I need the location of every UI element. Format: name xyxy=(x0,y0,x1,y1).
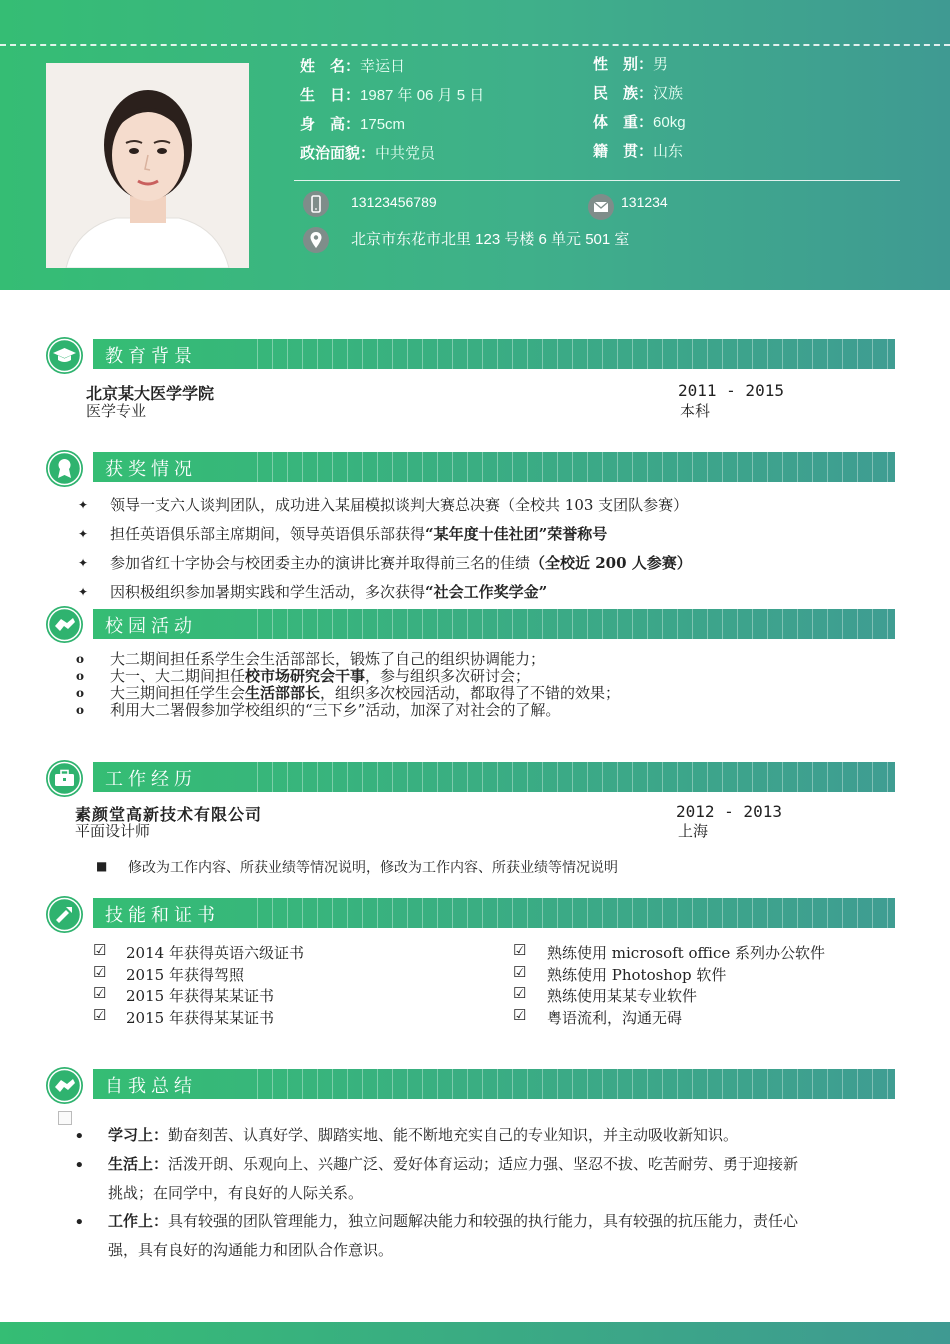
summary-life-cont: 挑战；在同学中，有良好的人际关系。 xyxy=(108,1184,364,1202)
image-placeholder-icon xyxy=(58,1111,72,1125)
ethnicity-label: 民 族： xyxy=(593,85,654,102)
circle-bullet-icon: o xyxy=(76,703,85,717)
weight-label: 体 重： xyxy=(593,114,654,131)
skill-item: 2015 年获得某某证书 xyxy=(126,1008,274,1027)
phone-icon xyxy=(303,191,329,217)
info-origin xyxy=(593,140,683,161)
handshake-icon xyxy=(46,606,83,643)
address-value: 北京市东花市北里 123 号楼 6 单元 501 室 xyxy=(351,231,630,248)
award-bullet-icon: ✦ xyxy=(78,527,89,541)
checkbox-icon: ☑ xyxy=(93,941,107,959)
section-header-skills xyxy=(93,898,895,928)
award-item: 领导一支六人谈判团队，成功进入某届模拟谈判大赛总决赛（全校共 103 支团队参赛） xyxy=(110,496,689,514)
graduation-cap-icon xyxy=(46,337,83,374)
summary-life: 生活上：活泼开朗、乐观向上、兴趣广泛、爱好体育运动；适应力强、坚忍不拔、吃苦耐劳、勇于迎接新 xyxy=(108,1155,799,1173)
section-title-work: 工作经历 xyxy=(105,769,197,790)
campus-item: 大二期间担任系学生会生活部部长，锻炼了自己的组织协调能力； xyxy=(110,650,546,668)
name-label: 姓 名： xyxy=(300,58,361,75)
politics-label: 政治面貌： xyxy=(300,145,376,162)
circle-bullet-icon: o xyxy=(76,652,85,666)
skill-item: 熟练使用 Photoshop 软件 xyxy=(547,965,727,984)
info-height xyxy=(300,113,405,134)
skill-item: 2014 年获得英语六级证书 xyxy=(126,944,304,962)
info-politics xyxy=(300,142,435,163)
medal-icon xyxy=(46,450,83,487)
gender-value: 男 xyxy=(653,56,669,73)
info-name xyxy=(300,55,405,76)
award-bullet-icon: ✦ xyxy=(78,556,89,570)
section-header-work xyxy=(93,762,895,792)
school-name: 北京某大医学学院 xyxy=(86,384,215,403)
profile-photo xyxy=(46,63,249,268)
circle-bullet-icon: o xyxy=(76,669,85,683)
checkbox-icon: ☑ xyxy=(93,962,107,981)
major: 医学专业 xyxy=(86,402,147,420)
work-description: 修改为工作内容、所获业绩等情况说明，修改为工作内容、所获业绩等情况说明 xyxy=(128,860,618,876)
section-title-summary: 自我总结 xyxy=(105,1076,197,1097)
name-value: 幸运日 xyxy=(360,58,406,75)
info-ethnicity xyxy=(593,82,683,103)
section-title-skills: 技能和证书 xyxy=(105,905,220,926)
summary-work-cont: 强，具有良好的沟通能力和团队合作意识。 xyxy=(108,1241,394,1259)
origin-label: 籍 贯： xyxy=(593,143,654,160)
birth-value: 1987 年 06 月 5 日 xyxy=(360,87,485,104)
info-birth xyxy=(300,84,484,105)
checkbox-icon: ☑ xyxy=(93,984,107,1002)
square-bullet-icon: ■ xyxy=(96,859,108,873)
section-header-campus xyxy=(93,609,895,639)
info-weight xyxy=(593,111,686,132)
checkbox-icon: ☑ xyxy=(93,1005,107,1024)
header-band xyxy=(0,0,950,290)
briefcase-icon xyxy=(46,760,83,797)
email-value[interactable]: 131234 xyxy=(621,194,668,210)
summary-work: 工作上：具有较强的团队管理能力，独立问题解决能力和较强的执行能力，具有较强的抗压能力，责任心 xyxy=(108,1212,799,1230)
footer-band xyxy=(0,1322,950,1344)
award-bullet-icon: ✦ xyxy=(78,585,89,599)
section-title-awards: 获奖情况 xyxy=(105,459,197,480)
skill-item: 2015 年获得驾照 xyxy=(126,965,244,984)
handshake-icon xyxy=(46,1067,83,1104)
birth-label: 生 日： xyxy=(300,87,361,104)
politics-value: 中共党员 xyxy=(375,145,436,162)
dashed-divider xyxy=(0,44,950,46)
skill-item: 熟练使用某某专业软件 xyxy=(547,987,698,1005)
checkbox-icon: ☑ xyxy=(513,941,527,959)
tools-icon xyxy=(46,896,83,933)
location-icon xyxy=(303,227,329,253)
checkbox-icon: ☑ xyxy=(513,962,527,981)
company-name: 素颜堂高新技术有限公司 xyxy=(75,805,263,824)
info-divider xyxy=(294,180,900,181)
campus-item: 大三期间担任学生会生活部部长，组织多次校园活动，都取得了不错的效果； xyxy=(110,684,621,702)
work-years: 2012 - 2013 xyxy=(676,802,782,821)
skill-item: 粤语流利，沟通无碍 xyxy=(547,1008,683,1027)
campus-item: 利用大二署假参加学校组织的“三下乡”活动，加深了对社会的了解。 xyxy=(110,701,561,719)
education-years: 2011 - 2015 xyxy=(678,381,784,400)
phone-number[interactable]: 13123456789 xyxy=(351,194,437,210)
checkbox-icon: ☑ xyxy=(513,984,527,1002)
origin-value: 山东 xyxy=(653,143,684,160)
section-title-campus: 校园活动 xyxy=(105,616,197,637)
award-item: 担任英语俱乐部主席期间，领导英语俱乐部获得“某年度十佳社团”荣誉称号 xyxy=(110,525,608,543)
checkbox-icon: ☑ xyxy=(513,1005,527,1024)
skill-item: 熟练使用 microsoft office 系列办公软件 xyxy=(547,944,825,962)
info-gender xyxy=(593,53,668,74)
campus-item: 大一、大二期间担任校市场研究会干事，参与组织多次研讨会； xyxy=(110,667,531,685)
section-header-education xyxy=(93,339,895,369)
dot-bullet-icon: • xyxy=(74,1126,85,1147)
section-title-education: 教育背景 xyxy=(105,346,197,367)
job-position: 平面设计师 xyxy=(75,822,151,840)
dot-bullet-icon: • xyxy=(74,1155,85,1176)
section-header-awards xyxy=(93,452,895,482)
degree: 本科 xyxy=(680,402,711,420)
portrait-image xyxy=(46,63,249,268)
weight-value: 60kg xyxy=(653,114,686,131)
award-item: 因积极组织参加暑期实践和学生活动，多次获得“社会工作奖学金” xyxy=(110,583,548,601)
height-value: 175cm xyxy=(360,116,406,133)
section-header-summary xyxy=(93,1069,895,1099)
summary-study: 学习上：勤奋刻苦、认真好学、脚踏实地、能不断地充实自己的专业知识，并主动吸收新知识。 xyxy=(108,1126,739,1144)
height-label: 身 高： xyxy=(300,116,361,133)
skill-item: 2015 年获得某某证书 xyxy=(126,987,274,1005)
award-bullet-icon: ✦ xyxy=(78,498,89,512)
dot-bullet-icon: • xyxy=(74,1212,85,1233)
award-item: 参加省红十字协会与校团委主办的演讲比赛并取得前三名的佳绩（全校近 200 人参赛） xyxy=(110,554,692,572)
gender-label: 性 别： xyxy=(593,56,654,73)
circle-bullet-icon: o xyxy=(76,686,85,700)
ethnicity-value: 汉族 xyxy=(653,85,684,102)
email-icon xyxy=(588,194,614,220)
work-city: 上海 xyxy=(678,822,709,840)
